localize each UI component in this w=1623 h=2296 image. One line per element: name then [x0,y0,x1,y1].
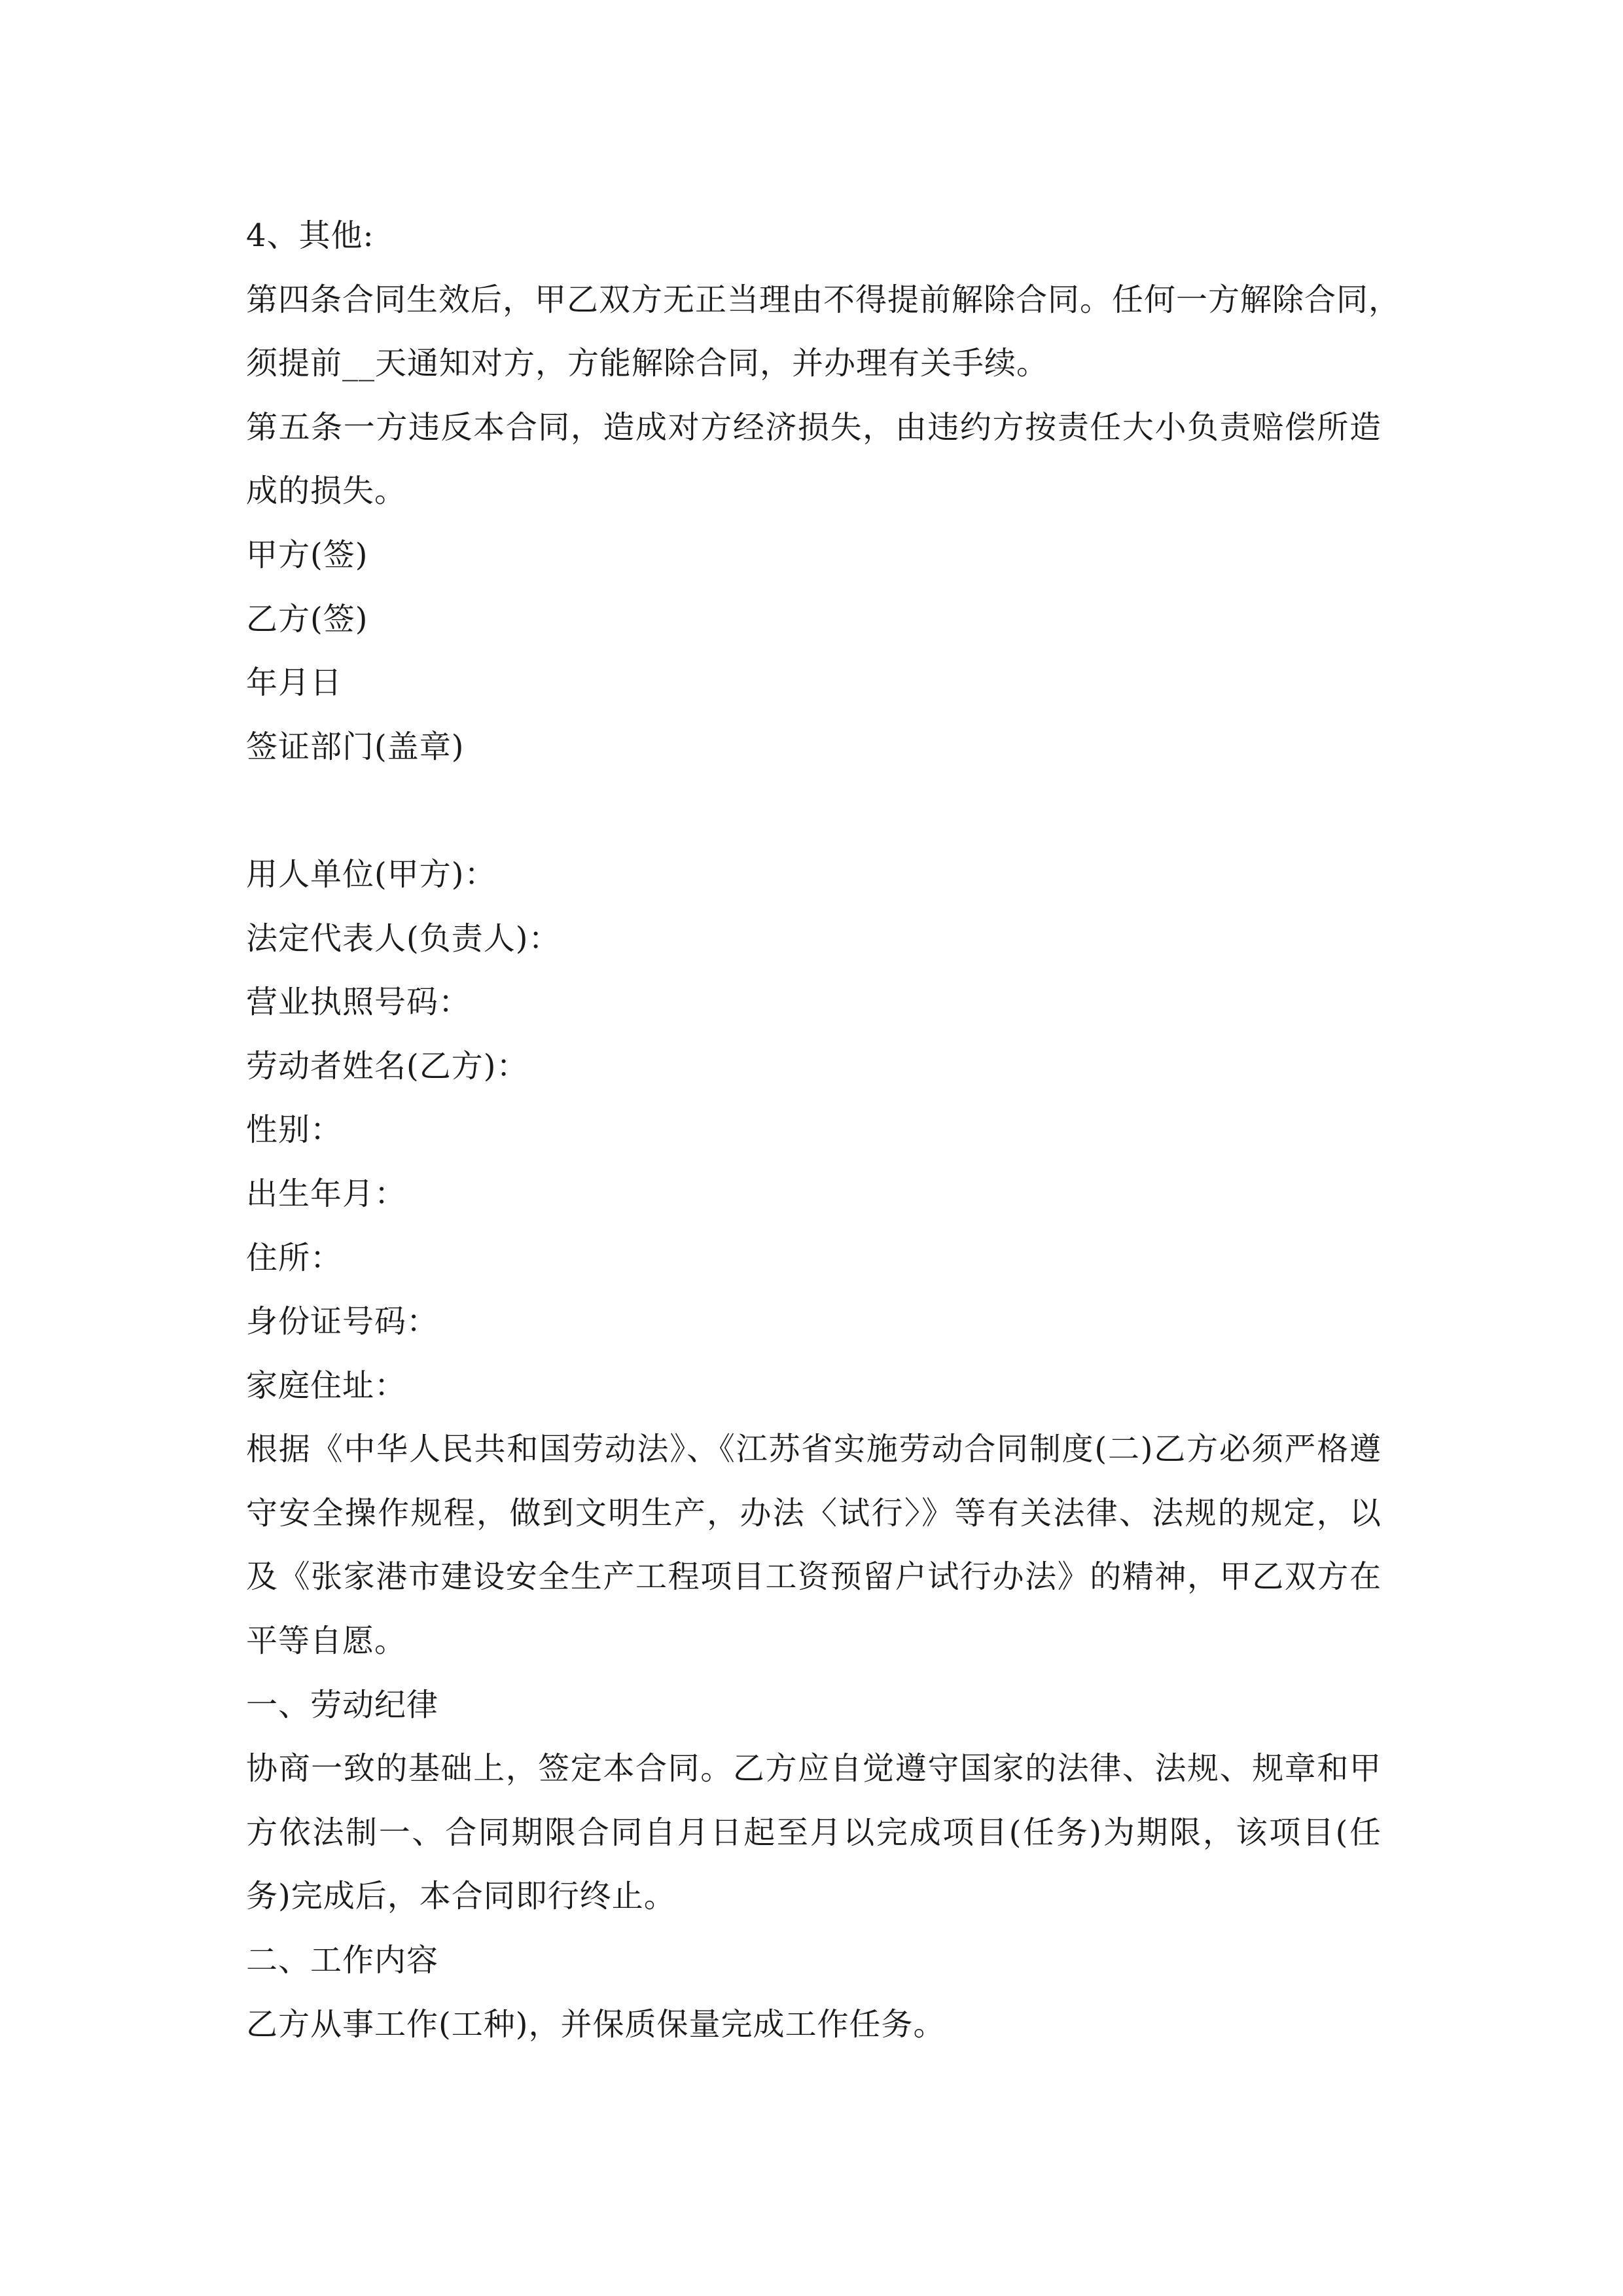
legal-basis-line-1: 根据《中华人民共和国劳动法》、《江苏省实施劳动合同制度(二)乙方必须严格遵 [246,1431,1382,1468]
heading-labor-discipline: 一、劳动纪律 [246,1686,439,1723]
residence-field: 住所： [246,1239,343,1276]
document-body [246,204,1401,2056]
section-gap [246,779,1382,843]
legal-basis-line-2: 守安全操作规程，做到文明生产，办法〈试行〉》等有关法律、法规的规定，以 [246,1494,1382,1532]
item-4-other: 4、其他: [246,217,374,254]
paragraph-2-line-1: 乙方从事工作(工种)，并保质保量完成工作任务。 [246,2005,946,2043]
certification-department: 签证部门(盖章) [246,728,465,765]
employer-field: 用人单位(甲方)： [246,855,497,893]
paragraph-1-line-3: 务)完成后，本合同即行终止。 [246,1878,676,1915]
worker-name-field: 劳动者姓名(乙方)： [246,1047,529,1085]
business-license-field: 营业执照号码： [246,984,471,1021]
article-5-line-1: 第五条一方违反本合同，造成对方经济损失，由违约方按责任大小负责赔偿所造 [246,408,1382,446]
article-4-line-1: 第四条合同生效后，甲乙双方无正当理由不得提前解除合同。任何一方解除合同， [246,281,1401,318]
legal-basis-line-3: 及《张家港市建设安全生产工程项目工资预留户试行办法》的精神，甲乙双方在 [246,1558,1382,1596]
birth-date-field: 出生年月： [246,1175,407,1212]
party-a-signature: 甲方(签) [246,536,368,573]
paragraph-1-line-1: 协商一致的基础上，签定本合同。乙方应自觉遵守国家的法律、法规、规章和甲 [246,1750,1382,1787]
legal-basis-line-4: 平等自愿。 [246,1623,407,1660]
article-5-line-2: 成的损失。 [246,473,407,510]
heading-work-content: 二、工作内容 [246,1942,439,1979]
gender-field: 性别： [246,1111,343,1149]
home-address-field: 家庭住址： [246,1367,407,1404]
party-b-signature: 乙方(签) [246,600,368,637]
article-4-line-2: 须提前__天通知对方，方能解除合同，并办理有关手续。 [246,345,1049,382]
paragraph-1-line-2: 方依法制一、合同期限合同自月日起至月以完成项目(任务)为期限，该项目(任 [246,1814,1382,1851]
sign-date: 年月日 [246,664,343,702]
id-number-field: 身份证号码： [246,1303,439,1340]
legal-representative-field: 法定代表人(负责人)： [246,920,561,957]
